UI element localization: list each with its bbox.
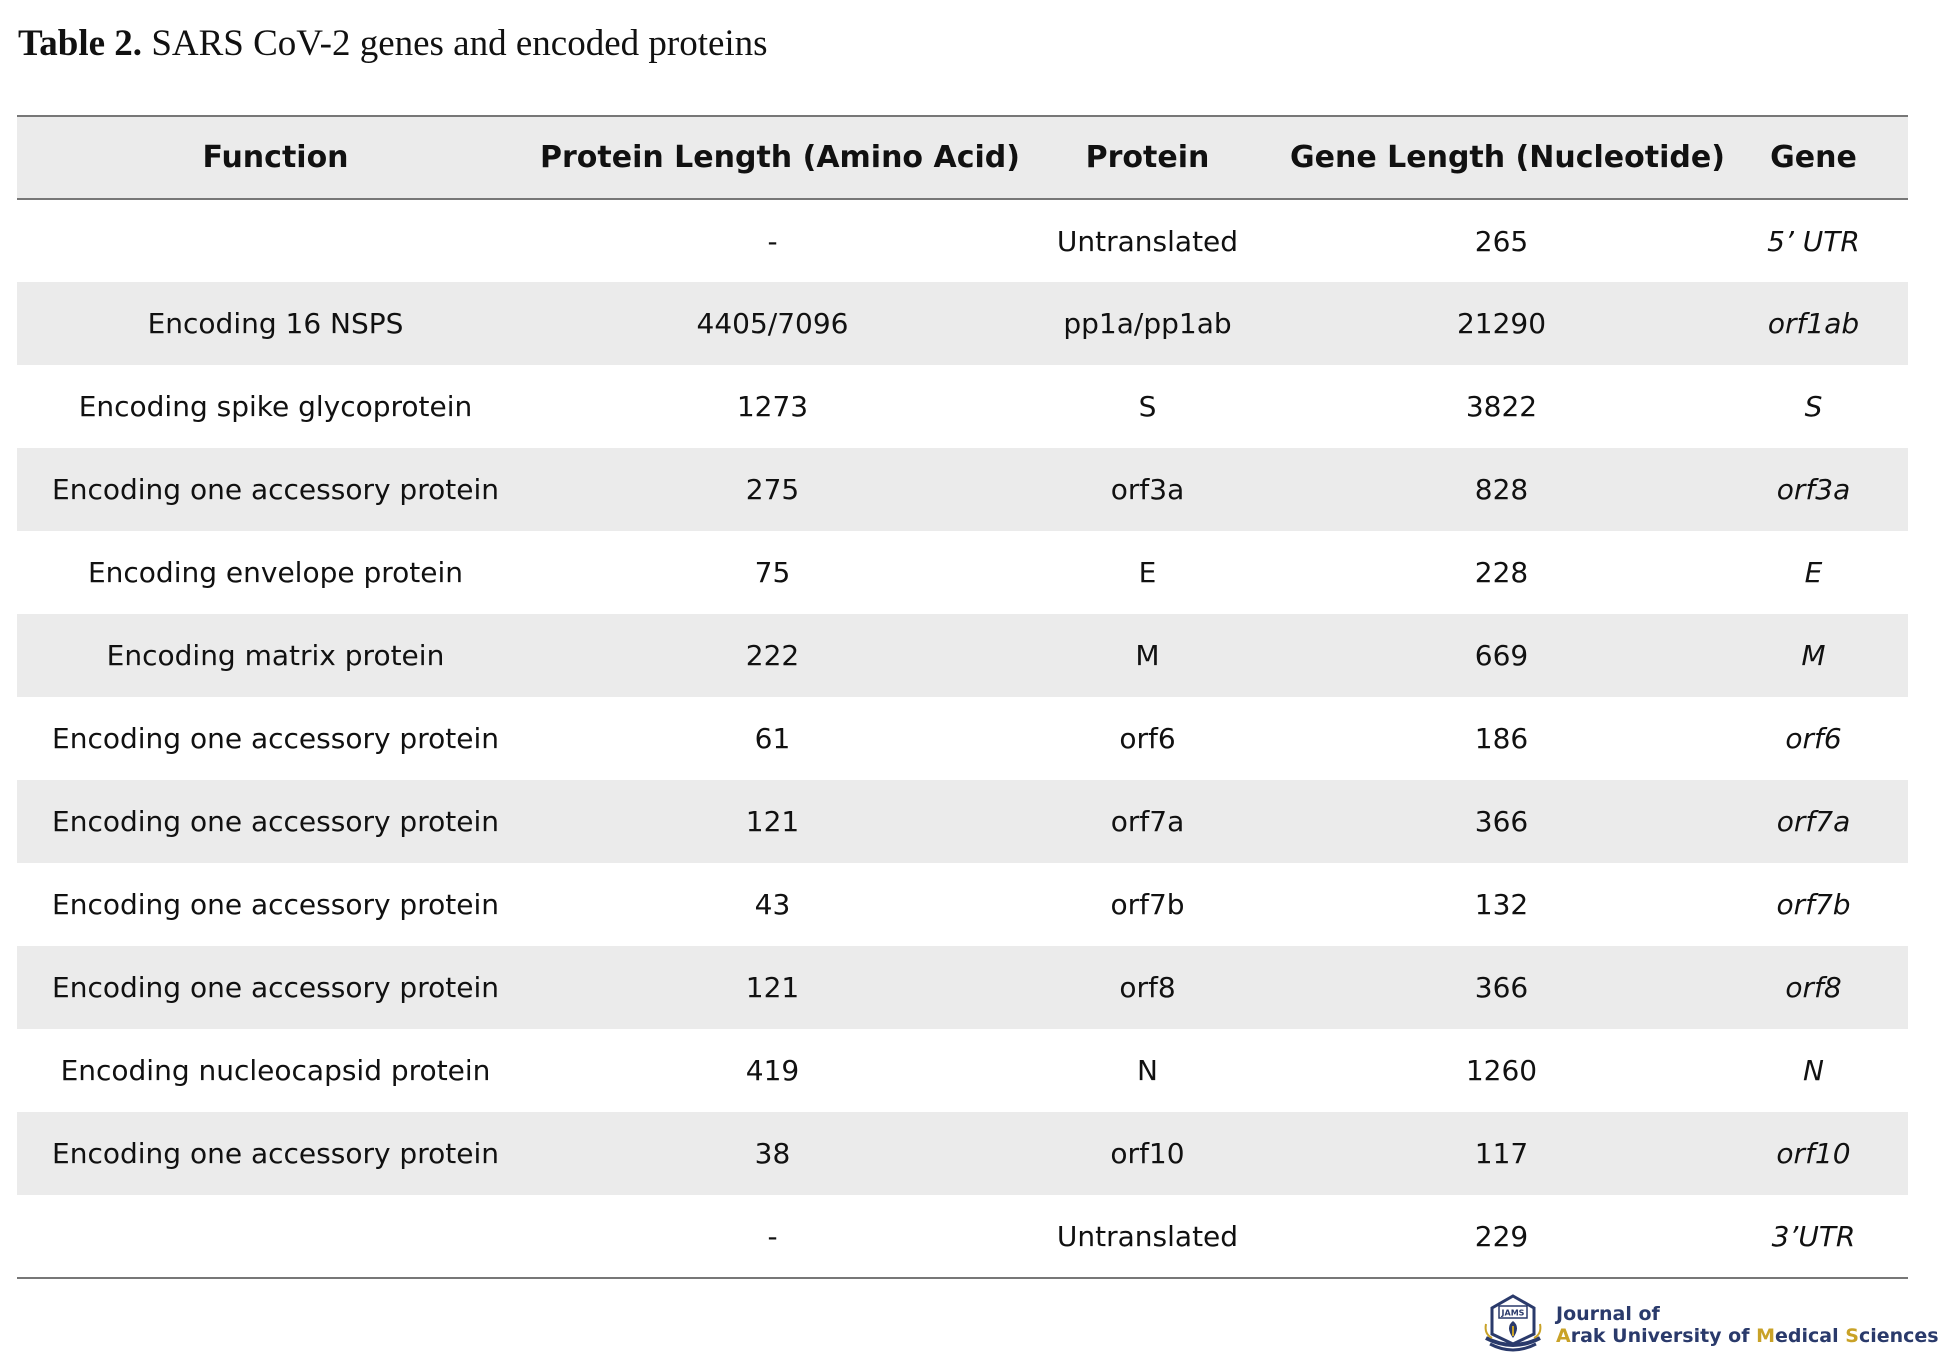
header-function: Function [202,140,349,175]
cell-function: Encoding envelope protein [87,556,464,589]
cell-protein: orf8 [1119,971,1176,1004]
cell-function: Encoding one accessory protein [52,971,499,1004]
header-protein-length: Protein Length (Amino Acid) [540,140,1020,175]
table-row [17,531,1908,614]
cell-protein: orf6 [1119,722,1176,755]
header-protein: Protein [1085,140,1210,175]
cell-protein-length: 75 [754,556,791,589]
cell-function: Encoding spike glycoprotein [78,390,473,423]
cell-gene: orf3a [1776,473,1851,506]
cell-gene-length: 265 [1474,224,1529,258]
table-row [17,1029,1908,1112]
cell-protein: E [1138,556,1157,589]
table-container [17,115,1908,1279]
table-body [17,199,1908,1278]
cell-gene: M [1801,639,1826,672]
table-row [17,282,1908,365]
table-row [17,199,1908,282]
cell-gene-length: 21290 [1456,307,1547,340]
cell-gene-length: 366 [1474,971,1529,1004]
cell-gene: 5’ UTR [1767,224,1860,258]
table-caption-text: SARS CoV-2 genes and encoded proteins [142,23,768,64]
journal-name-part: A [1556,1325,1571,1347]
journal-name-part: rak University of [1570,1325,1757,1347]
header-row [17,116,1908,199]
table-row [17,780,1908,863]
journal-name-part: M [1756,1325,1776,1347]
table-row [17,697,1908,780]
journal-name-line2 [1556,1325,1939,1347]
cell-protein: Untranslated [1056,224,1239,258]
cell-protein-length: 121 [745,805,800,838]
cell-function: Encoding one accessory protein [52,805,499,838]
cell-protein-length: 121 [745,971,800,1004]
svg-text:JAMS: JAMS [1501,1308,1525,1318]
cell-gene: E [1804,556,1823,589]
cell-gene-length: 669 [1474,639,1529,672]
cell-protein-length: - [767,1219,778,1253]
cell-gene: orf6 [1785,722,1842,755]
cell-protein: pp1a/pp1ab [1063,307,1232,340]
cell-protein: Untranslated [1056,1219,1239,1253]
table-row [17,946,1908,1029]
cell-protein-length: 222 [745,639,800,672]
cell-protein-length: 61 [754,722,791,755]
cell-gene: S [1804,390,1823,423]
cell-protein: orf7a [1110,805,1185,838]
cell-gene-length: 1260 [1465,1054,1538,1087]
cell-gene: 3’UTR [1771,1219,1856,1253]
cell-gene-length: 117 [1474,1137,1529,1170]
journal-logo [1478,1294,1939,1356]
cell-function: Encoding one accessory protein [52,473,499,506]
cell-function [17,199,534,282]
cell-protein: N [1137,1054,1158,1087]
cell-gene-length: 132 [1474,888,1529,921]
cell-protein-length: 419 [745,1054,800,1087]
journal-name-part: edical [1775,1325,1846,1347]
cell-gene: orf8 [1785,971,1842,1004]
cell-gene-length: 186 [1474,722,1529,755]
table-row [17,863,1908,946]
cell-gene: orf10 [1776,1137,1851,1170]
journal-emblem-icon [1478,1294,1548,1356]
table-caption [18,20,768,68]
header-gene-length: Gene Length (Nucleotide) [1290,140,1725,175]
journal-name-part: S [1845,1325,1859,1347]
cell-protein: M [1135,639,1160,672]
cell-protein: orf10 [1110,1137,1185,1170]
cell-gene: orf7b [1776,888,1851,921]
cell-function: Encoding one accessory protein [52,1137,499,1170]
cell-gene: orf1ab [1767,307,1860,340]
cell-protein-length: 4405/7096 [696,307,849,340]
table-row [17,1195,1908,1278]
cell-function: Encoding matrix protein [106,639,445,672]
table-row [17,614,1908,697]
cell-protein: S [1138,390,1157,423]
cell-function: Encoding nucleocapsid protein [60,1054,491,1087]
header-gene: Gene [1770,140,1857,175]
cell-protein-length: 38 [754,1137,791,1170]
cell-protein-length: 275 [745,473,800,506]
cell-gene-length: 828 [1474,473,1529,506]
table-row [17,448,1908,531]
cell-gene-length: 228 [1474,556,1529,589]
cell-function [17,1195,534,1278]
cell-gene-length: 229 [1474,1219,1529,1253]
cell-protein: orf3a [1110,473,1185,506]
cell-gene-length: 3822 [1465,390,1538,423]
cell-gene: orf7a [1776,805,1851,838]
table-header [17,116,1908,199]
table-caption-label: Table 2. [18,23,143,64]
cell-function: Encoding one accessory protein [52,888,499,921]
cell-gene: N [1803,1054,1824,1087]
cell-gene-length: 366 [1474,805,1529,838]
cell-function: Encoding 16 NSPS [147,307,404,340]
journal-name [1556,1303,1939,1347]
journal-name-part: ciences [1858,1325,1939,1347]
table-row [17,365,1908,448]
cell-protein: orf7b [1110,888,1185,921]
table-row [17,1112,1908,1195]
journal-name-line1: Journal of [1556,1303,1660,1325]
genes-table [17,115,1908,1279]
cell-function: Encoding one accessory protein [52,722,499,755]
cell-protein-length: - [767,224,778,258]
cell-protein-length: 43 [754,888,791,921]
cell-protein-length: 1273 [736,390,809,423]
